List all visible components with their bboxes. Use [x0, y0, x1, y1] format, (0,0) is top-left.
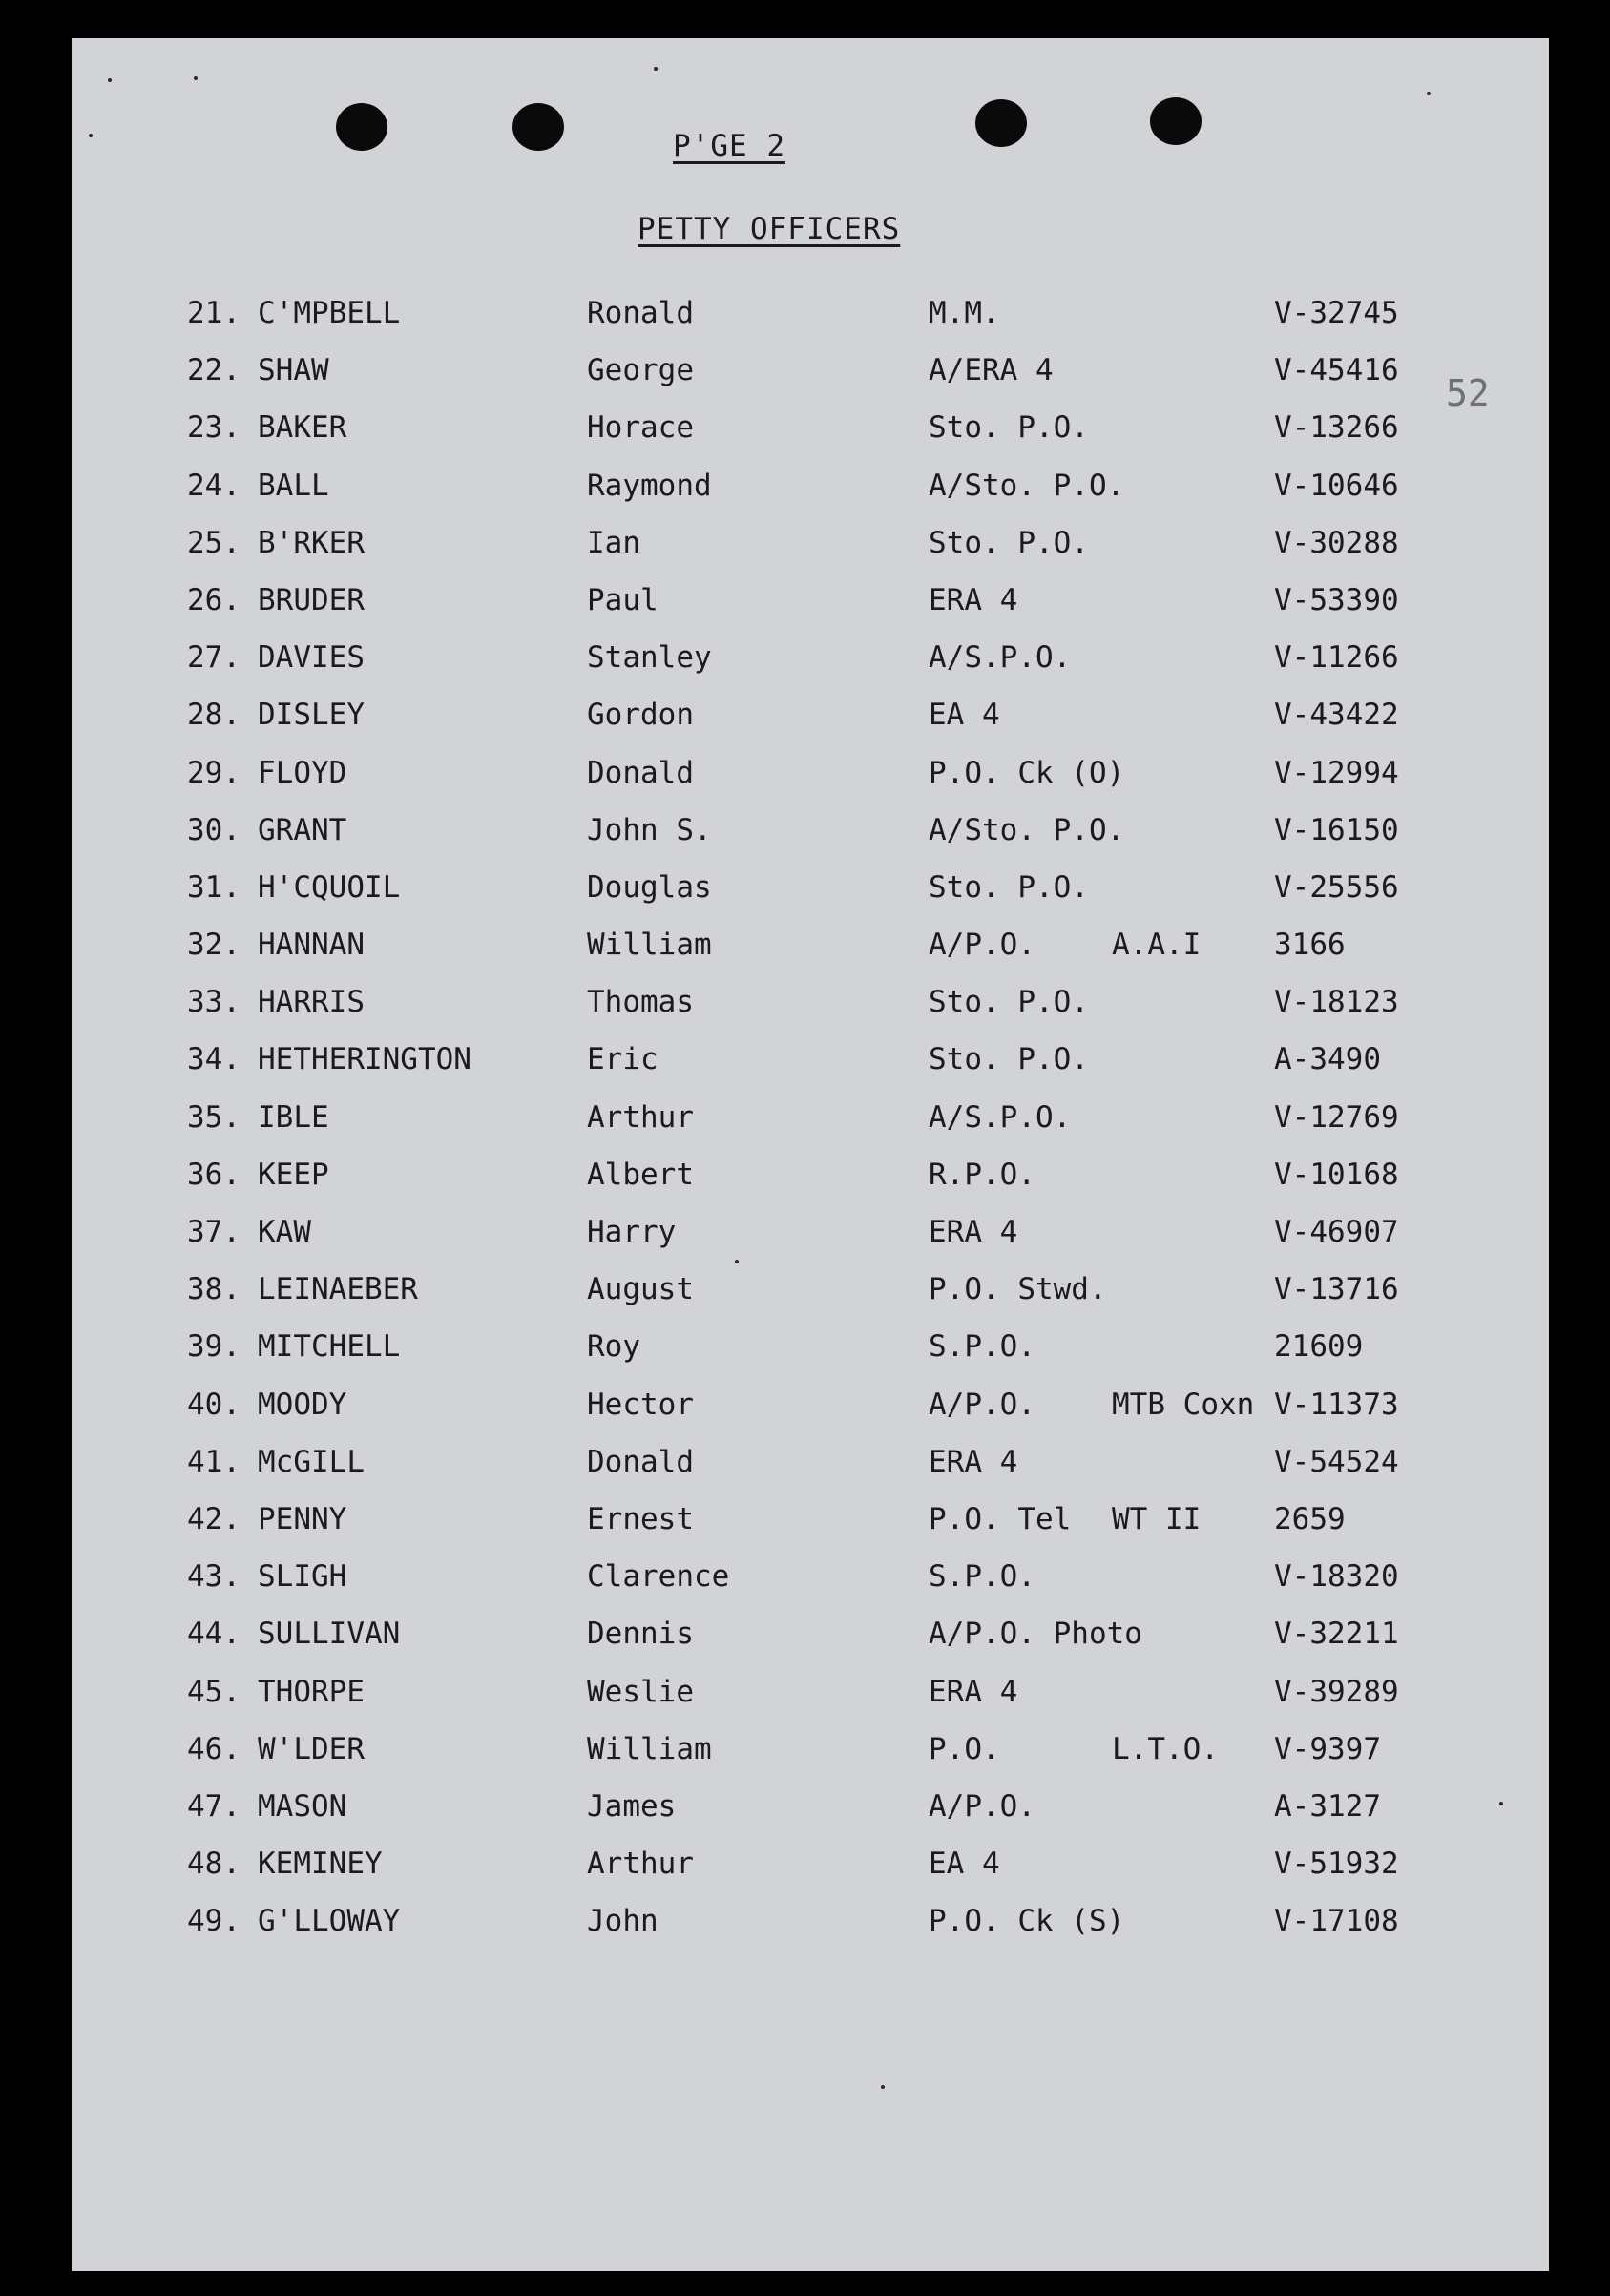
given-name: Harry: [587, 1215, 677, 1249]
roster-row: [72, 1100, 1549, 1158]
surname: GRANT: [258, 812, 347, 847]
given-name: William: [587, 928, 712, 963]
rating: Sto. P.O.: [929, 525, 1089, 560]
rating: P.O. Ck (S): [929, 1904, 1125, 1939]
rating: R.P.O.: [929, 1157, 1035, 1192]
official-number: 21609: [1274, 1329, 1364, 1365]
surname: BAKER: [258, 410, 347, 446]
entry-number: 27.: [187, 640, 240, 676]
surname: BALL: [258, 468, 329, 503]
entry-number: 21.: [187, 296, 240, 330]
entry-number: 36.: [187, 1157, 240, 1192]
given-name: Arthur: [587, 1847, 694, 1882]
official-number: 3166: [1274, 928, 1346, 963]
given-name: Weslie: [587, 1674, 694, 1709]
paper-speck: [108, 78, 112, 82]
given-name: Horace: [587, 410, 694, 446]
given-name: Hector: [587, 1387, 694, 1422]
roster-list: [72, 296, 1549, 1961]
surname: THORPE: [258, 1674, 365, 1709]
given-name: August: [587, 1272, 694, 1307]
roster-row: [72, 756, 1549, 813]
rating: P.O. Stwd.: [929, 1272, 1107, 1307]
rating: S.P.O.: [929, 1329, 1035, 1365]
roster-row: [72, 1559, 1549, 1617]
roster-row: [72, 1789, 1549, 1847]
entry-number: 28.: [187, 698, 240, 733]
document-page: [72, 38, 1549, 2271]
official-number: A-3127: [1274, 1788, 1381, 1824]
entry-number: 38.: [187, 1272, 240, 1307]
surname: MOODY: [258, 1387, 347, 1422]
rating: A/ERA 4: [929, 353, 1054, 388]
roster-row: [72, 1042, 1549, 1099]
entry-number: 43.: [187, 1559, 240, 1595]
surname: FLOYD: [258, 755, 347, 790]
given-name: Ronald: [587, 296, 694, 330]
rating: A/Sto. P.O.: [929, 468, 1125, 503]
entry-number: 32.: [187, 928, 240, 963]
official-number: V-12769: [1274, 1099, 1399, 1135]
rating: P.O. Ck (O): [929, 755, 1125, 790]
given-name: Roy: [587, 1329, 640, 1365]
rating: Sto. P.O.: [929, 985, 1089, 1020]
entry-number: 37.: [187, 1215, 240, 1249]
entry-number: 45.: [187, 1674, 240, 1709]
entry-number: 22.: [187, 353, 240, 388]
roster-row: [72, 1272, 1549, 1329]
official-number: V-12994: [1274, 755, 1399, 790]
rating: A/P.O.: [929, 1387, 1035, 1422]
roster-row: [72, 469, 1549, 526]
surname: MITCHELL: [258, 1329, 401, 1365]
surname: SULLIVAN: [258, 1617, 401, 1652]
given-name: Donald: [587, 755, 694, 790]
qualification: WT II: [1112, 1501, 1202, 1536]
given-name: Albert: [587, 1157, 694, 1192]
roster-row: [72, 640, 1549, 698]
official-number: V-9397: [1274, 1731, 1381, 1766]
surname: W'LDER: [258, 1731, 365, 1766]
section-title: PETTY OFFICERS: [638, 212, 901, 246]
given-name: George: [587, 353, 694, 388]
given-name: Eric: [587, 1042, 659, 1077]
surname: G'LLOWAY: [258, 1904, 401, 1939]
roster-row: [72, 1675, 1549, 1732]
qualification: A.A.I: [1112, 928, 1202, 963]
entry-number: 44.: [187, 1617, 240, 1652]
paper-speck: [1427, 92, 1431, 95]
rating: P.O. Tel: [929, 1501, 1072, 1536]
roster-row: [72, 1502, 1549, 1559]
surname: LEINAEBER: [258, 1272, 418, 1307]
roster-row: [72, 1215, 1549, 1272]
rating: A/P.O. Photo: [929, 1617, 1142, 1652]
surname: SLIGH: [258, 1559, 347, 1595]
paper-speck: [881, 2085, 885, 2089]
surname: McGILL: [258, 1444, 365, 1479]
roster-row: [72, 1847, 1549, 1904]
surname: MASON: [258, 1788, 347, 1824]
given-name: Ernest: [587, 1501, 694, 1536]
official-number: V-13266: [1274, 410, 1399, 446]
entry-number: 24.: [187, 468, 240, 503]
given-name: Donald: [587, 1444, 694, 1479]
rating: A/S.P.O.: [929, 640, 1072, 676]
official-number: V-46907: [1274, 1215, 1399, 1249]
rating: A/P.O.: [929, 928, 1035, 963]
rating: A/Sto. P.O.: [929, 812, 1125, 847]
rating: A/S.P.O.: [929, 1099, 1072, 1135]
given-name: Douglas: [587, 869, 712, 905]
roster-row: [72, 698, 1549, 755]
punch-hole: [336, 103, 387, 151]
roster-row: [72, 1158, 1549, 1215]
page-label: P'GE 2: [673, 129, 785, 163]
entry-number: 42.: [187, 1501, 240, 1536]
given-name: Paul: [587, 582, 659, 617]
roster-row: [72, 1617, 1549, 1674]
rating: EA 4: [929, 698, 1000, 733]
official-number: V-25556: [1274, 869, 1399, 905]
roster-row: [72, 410, 1549, 468]
surname: B'RKER: [258, 525, 365, 560]
rating: Sto. P.O.: [929, 1042, 1089, 1077]
surname: PENNY: [258, 1501, 347, 1536]
rating: Sto. P.O.: [929, 869, 1089, 905]
official-number: 2659: [1274, 1501, 1346, 1536]
roster-row: [72, 296, 1549, 353]
margin-page-number: 52: [1446, 372, 1490, 414]
roster-row: [72, 1388, 1549, 1445]
official-number: V-32211: [1274, 1617, 1399, 1652]
given-name: Dennis: [587, 1617, 694, 1652]
given-name: Thomas: [587, 985, 694, 1020]
given-name: Stanley: [587, 640, 712, 676]
surname: HANNAN: [258, 928, 365, 963]
official-number: V-43422: [1274, 698, 1399, 733]
official-number: V-39289: [1274, 1674, 1399, 1709]
roster-row: [72, 1445, 1549, 1502]
surname: DAVIES: [258, 640, 365, 676]
official-number: V-11266: [1274, 640, 1399, 676]
punch-hole: [512, 103, 564, 151]
entry-number: 39.: [187, 1329, 240, 1365]
rating: S.P.O.: [929, 1559, 1035, 1595]
rating: M.M.: [929, 296, 1000, 330]
given-name: John: [587, 1904, 659, 1939]
given-name: John S.: [587, 812, 712, 847]
entry-number: 23.: [187, 410, 240, 446]
given-name: Arthur: [587, 1099, 694, 1135]
entry-number: 31.: [187, 869, 240, 905]
official-number: V-11373: [1274, 1387, 1399, 1422]
entry-number: 35.: [187, 1099, 240, 1135]
roster-row: [72, 1904, 1549, 1961]
official-number: V-54524: [1274, 1444, 1399, 1479]
official-number: V-30288: [1274, 525, 1399, 560]
rating: ERA 4: [929, 1444, 1018, 1479]
paper-speck: [194, 76, 198, 80]
rating: ERA 4: [929, 582, 1018, 617]
entry-number: 34.: [187, 1042, 240, 1077]
rating: P.O.: [929, 1731, 1000, 1766]
official-number: V-51932: [1274, 1847, 1399, 1882]
roster-row: [72, 928, 1549, 985]
surname: C'MPBELL: [258, 296, 401, 330]
entry-number: 49.: [187, 1904, 240, 1939]
entry-number: 40.: [187, 1387, 240, 1422]
rating: A/P.O.: [929, 1788, 1035, 1824]
official-number: V-53390: [1274, 582, 1399, 617]
rating: ERA 4: [929, 1215, 1018, 1249]
given-name: William: [587, 1731, 712, 1766]
rating: ERA 4: [929, 1674, 1018, 1709]
given-name: Raymond: [587, 468, 712, 503]
qualification: L.T.O.: [1112, 1731, 1219, 1766]
official-number: V-45416: [1274, 353, 1399, 388]
rating: Sto. P.O.: [929, 410, 1089, 446]
surname: H'CQUOIL: [258, 869, 401, 905]
entry-number: 41.: [187, 1444, 240, 1479]
roster-row: [72, 353, 1549, 410]
roster-row: [72, 870, 1549, 928]
roster-row: [72, 1732, 1549, 1789]
entry-number: 47.: [187, 1788, 240, 1824]
paper-speck: [654, 67, 658, 71]
surname: BRUDER: [258, 582, 365, 617]
roster-row: [72, 583, 1549, 640]
entry-number: 29.: [187, 755, 240, 790]
qualification: MTB Coxn: [1112, 1387, 1255, 1422]
given-name: James: [587, 1788, 677, 1824]
entry-number: 30.: [187, 812, 240, 847]
entry-number: 26.: [187, 582, 240, 617]
surname: IBLE: [258, 1099, 329, 1135]
roster-row: [72, 526, 1549, 583]
official-number: V-16150: [1274, 812, 1399, 847]
official-number: V-10646: [1274, 468, 1399, 503]
given-name: Clarence: [587, 1559, 730, 1595]
official-number: V-10168: [1274, 1157, 1399, 1192]
entry-number: 25.: [187, 525, 240, 560]
given-name: Ian: [587, 525, 640, 560]
given-name: Gordon: [587, 698, 694, 733]
surname: KAW: [258, 1215, 311, 1249]
official-number: V-13716: [1274, 1272, 1399, 1307]
surname: SHAW: [258, 353, 329, 388]
entry-number: 48.: [187, 1847, 240, 1882]
surname: HARRIS: [258, 985, 365, 1020]
surname: HETHERINGTON: [258, 1042, 471, 1077]
paper-speck: [89, 134, 93, 137]
roster-row: [72, 813, 1549, 870]
official-number: A-3490: [1274, 1042, 1381, 1077]
official-number: V-18123: [1274, 985, 1399, 1020]
official-number: V-17108: [1274, 1904, 1399, 1939]
official-number: V-18320: [1274, 1559, 1399, 1595]
official-number: V-32745: [1274, 296, 1399, 330]
entry-number: 33.: [187, 985, 240, 1020]
punch-hole: [1150, 97, 1202, 145]
surname: DISLEY: [258, 698, 365, 733]
roster-row: [72, 1329, 1549, 1387]
entry-number: 46.: [187, 1731, 240, 1766]
surname: KEEP: [258, 1157, 329, 1192]
roster-row: [72, 985, 1549, 1042]
punch-hole: [975, 99, 1027, 147]
rating: EA 4: [929, 1847, 1000, 1882]
surname: KEMINEY: [258, 1847, 383, 1882]
